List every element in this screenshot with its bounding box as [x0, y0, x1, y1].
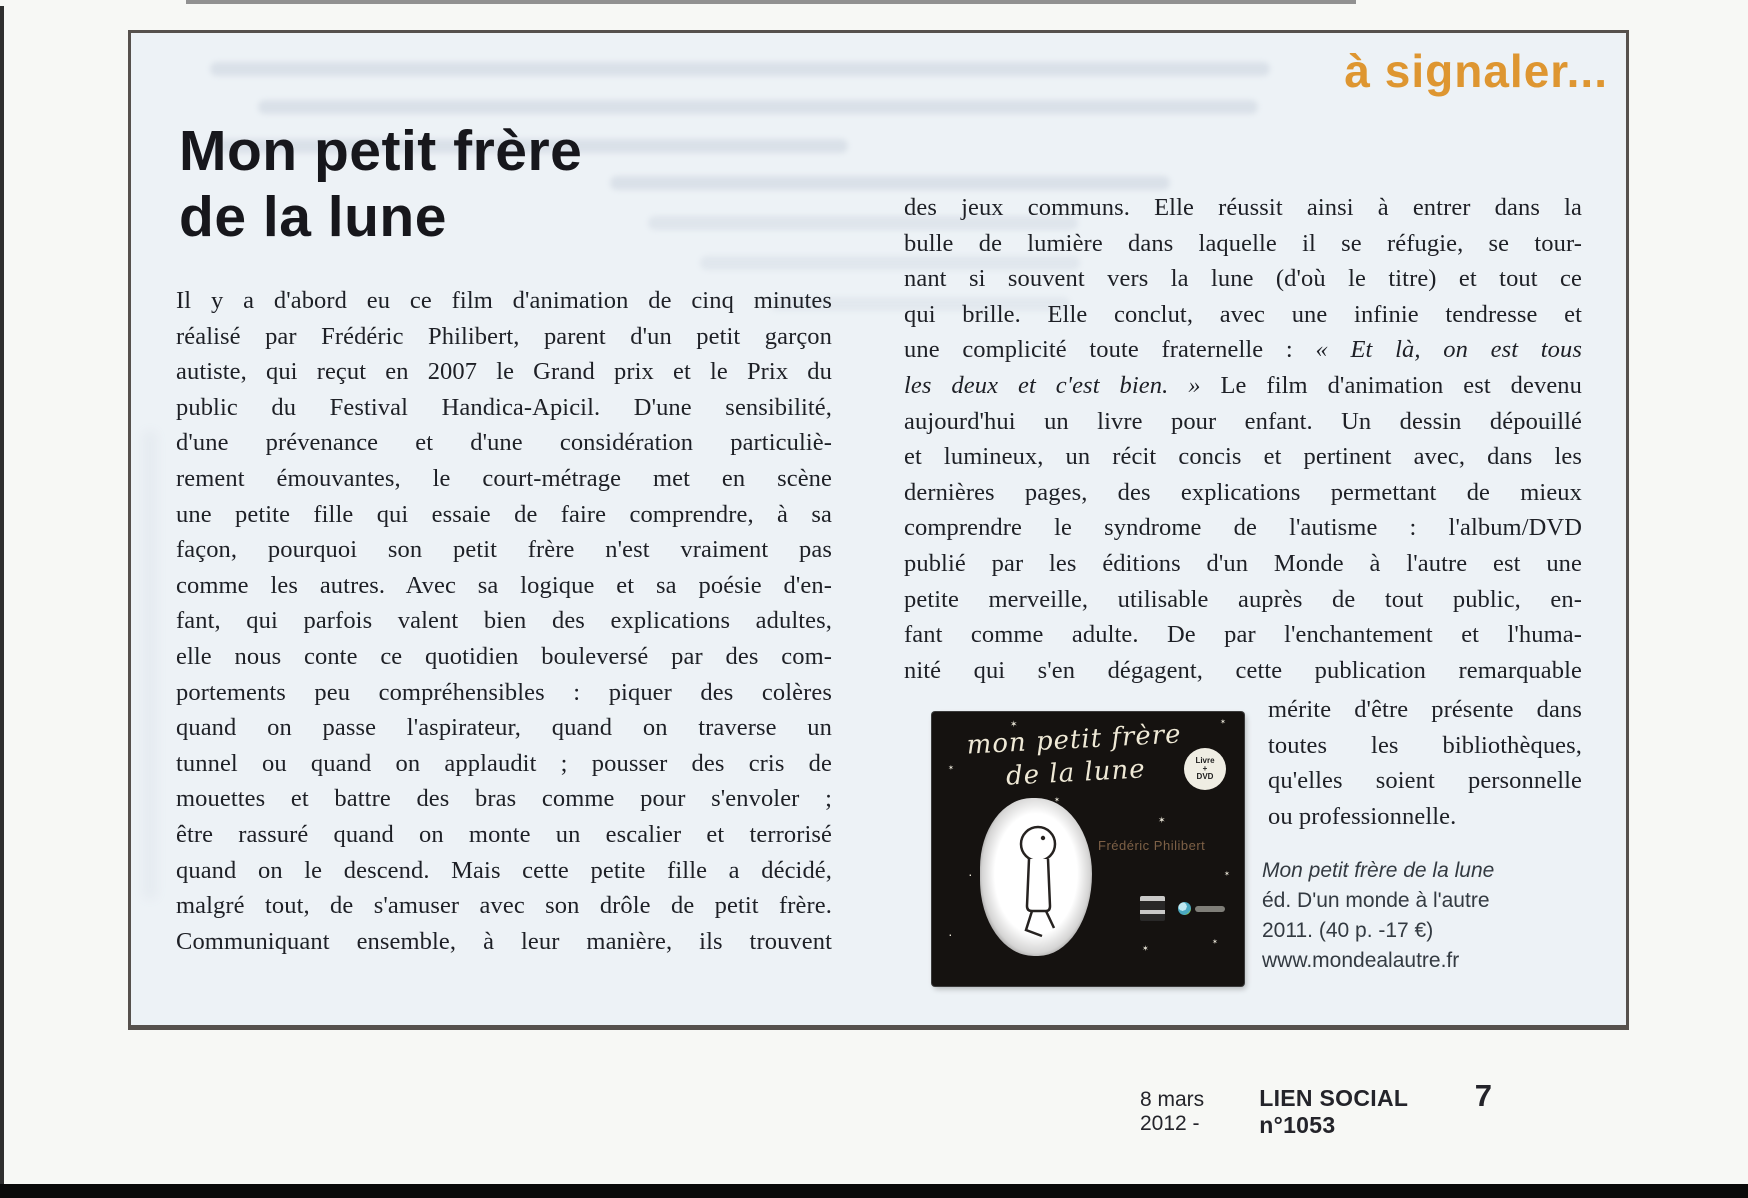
- text-line: comprendre le syndrome de l'autisme : l'album/DVD: [904, 514, 1582, 542]
- text-line: [904, 332, 1582, 368]
- text-line: Livre: [1195, 756, 1215, 765]
- text-line: éd. D'un monde à l'autre: [1262, 889, 1490, 912]
- text-segment: les deux et c'est bien. »: [904, 371, 1201, 399]
- text-line: 2011. (40 p. -17 €): [1262, 919, 1434, 942]
- text-line: réalisé par Frédéric Philibert, parent d'un petit garçon: [176, 322, 832, 350]
- text-line: dernières pages, des explications permettant de mieux: [904, 478, 1582, 506]
- text-line: nant si souvent vers la lune (d'où le titre) et tout ce: [904, 265, 1582, 293]
- star-icon: [1054, 796, 1060, 805]
- partner-logo-text: [1195, 906, 1225, 912]
- moon-glow: [980, 798, 1092, 956]
- text-line: Il y a d'abord eu ce film d'animation de cinq minutes: [176, 287, 832, 314]
- star-icon: [1224, 870, 1230, 879]
- text-line: façon, pourquoi son petit frère n'est vraiment pas: [176, 536, 832, 564]
- star-icon: [948, 764, 954, 773]
- text-line: portements peu compréhensibles : piquer des colères: [176, 678, 832, 706]
- text-line: une petite fille qui essaie de faire comprendre, à sa: [176, 500, 832, 528]
- book-reference-caption: [1262, 856, 1602, 976]
- text-line: Mon petit frère de la lune: [1262, 859, 1495, 882]
- text-line: public du Festival Handica-Apicil. D'une sensibilité,: [176, 393, 832, 421]
- article-right-column: [904, 190, 1582, 688]
- text-line: toutes les bibliothèques,: [1268, 731, 1582, 759]
- text-line: aujourd'hui un livre pour enfant. Un dessin dépouillé: [904, 407, 1582, 435]
- text-line: Communiquant ensemble, à leur manière, ils trouvent: [176, 927, 832, 955]
- text-line: +: [1202, 764, 1208, 773]
- text-line: nité qui s'en dégagent, cette publication remarquable: [904, 656, 1582, 684]
- footer-page-number: 7: [1474, 1078, 1492, 1113]
- page-footer: [1140, 1078, 1492, 1139]
- text-line: mérite d'être présente dans: [1268, 696, 1582, 723]
- text-line: être rassuré quand on monte un escalier et terrorisé: [176, 820, 832, 848]
- text-line: mouettes et battre des bras comme pour s'envoler ;: [176, 785, 832, 813]
- text-line: malgré tout, de s'amuser avec son drôle de petit frère.: [176, 892, 832, 920]
- text-segment: Le film d'animation est devenu: [1200, 371, 1582, 399]
- text-segment: « Et là, on est tous: [1315, 336, 1582, 364]
- bleed-through-artifact: [258, 100, 1258, 114]
- text-line: quand on passe l'aspirateur, quand on traverse un: [176, 714, 832, 742]
- star-icon: [1010, 720, 1018, 729]
- star-icon: [948, 930, 953, 941]
- text-line: autiste, qui reçut en 2007 le Grand prix et le Prix du: [176, 358, 832, 386]
- text-line: petite merveille, utilisable auprès de tout public, en-: [904, 585, 1582, 613]
- article-right-column-wrap: [1268, 692, 1582, 834]
- livre-dvd-badge: [1184, 748, 1226, 790]
- text-line: d'une prévenance et d'une considération particuliè-: [176, 429, 832, 457]
- publisher-logo-icon: [1140, 896, 1165, 921]
- book-cover-image: [932, 712, 1244, 986]
- text-line: DVD: [1196, 772, 1214, 781]
- scan-edge-left: [0, 6, 4, 1186]
- section-label: à signaler...: [1344, 45, 1608, 97]
- child-figure-illustration: [1002, 818, 1072, 938]
- text-line: mon petit frère: [965, 719, 1183, 761]
- text-line: des jeux communs. Elle réussit ainsi à entrer dans la: [904, 194, 1582, 221]
- article-left-column: [176, 283, 832, 959]
- text-segment: une complicité toute fraternelle :: [904, 336, 1316, 364]
- partner-logo-dot: [1178, 902, 1191, 915]
- article-title: [179, 118, 799, 250]
- star-icon: [1220, 718, 1226, 727]
- scan-edge-top: [186, 0, 1356, 4]
- star-icon: [1212, 938, 1218, 947]
- text-line: fant, qui parfois valent bien des explications adultes,: [176, 607, 832, 635]
- book-cover-author: Frédéric Philibert: [1098, 838, 1206, 853]
- scan-edge-bottom: [0, 1184, 1748, 1198]
- text-line: comme les autres. Avec sa logique et sa poésie d'en-: [176, 571, 832, 599]
- text-line: bulle de lumière dans laquelle il se réfugie, se tour-: [904, 229, 1582, 257]
- text-line: de la lune: [1005, 754, 1147, 792]
- text-line: quand on le descend. Mais cette petite fille a décidé,: [176, 856, 832, 884]
- text-line: de la lune: [179, 185, 447, 249]
- text-line: Mon petit frère: [179, 119, 583, 183]
- text-line: ou professionnelle.: [1268, 802, 1457, 830]
- text-line: fant comme adulte. De par l'enchantement et l'huma-: [904, 621, 1582, 649]
- text-line: rement émouvantes, le court-métrage met en scène: [176, 464, 832, 492]
- text-line: www.mondealautre.fr: [1262, 949, 1460, 972]
- text-line: tunnel ou quand on applaudit ; pousser des cris de: [176, 749, 832, 777]
- text-line: qu'elles soient personnelle: [1268, 767, 1582, 795]
- text-line: [904, 368, 1582, 404]
- partner-logo-icon: [1178, 902, 1225, 915]
- bleed-through-artifact: [142, 430, 158, 900]
- footer-date: 8 mars 2012 -: [1140, 1088, 1205, 1135]
- book-cover-title: [956, 718, 1193, 796]
- star-icon: [1142, 944, 1149, 953]
- text-line: elle nous conte ce quotidien bouleversé par des com-: [176, 642, 832, 670]
- footer-magazine-name: LIEN SOCIAL n°1053: [1259, 1085, 1408, 1138]
- text-line: et lumineux, un récit concis et pertinent avec, dans les: [904, 443, 1582, 471]
- star-icon: [968, 870, 973, 881]
- text-line: publié par les éditions d'un Monde à l'autre est une: [904, 549, 1582, 577]
- star-icon: [1158, 816, 1166, 825]
- text-line: qui brille. Elle conclut, avec une infinie tendresse et: [904, 300, 1582, 328]
